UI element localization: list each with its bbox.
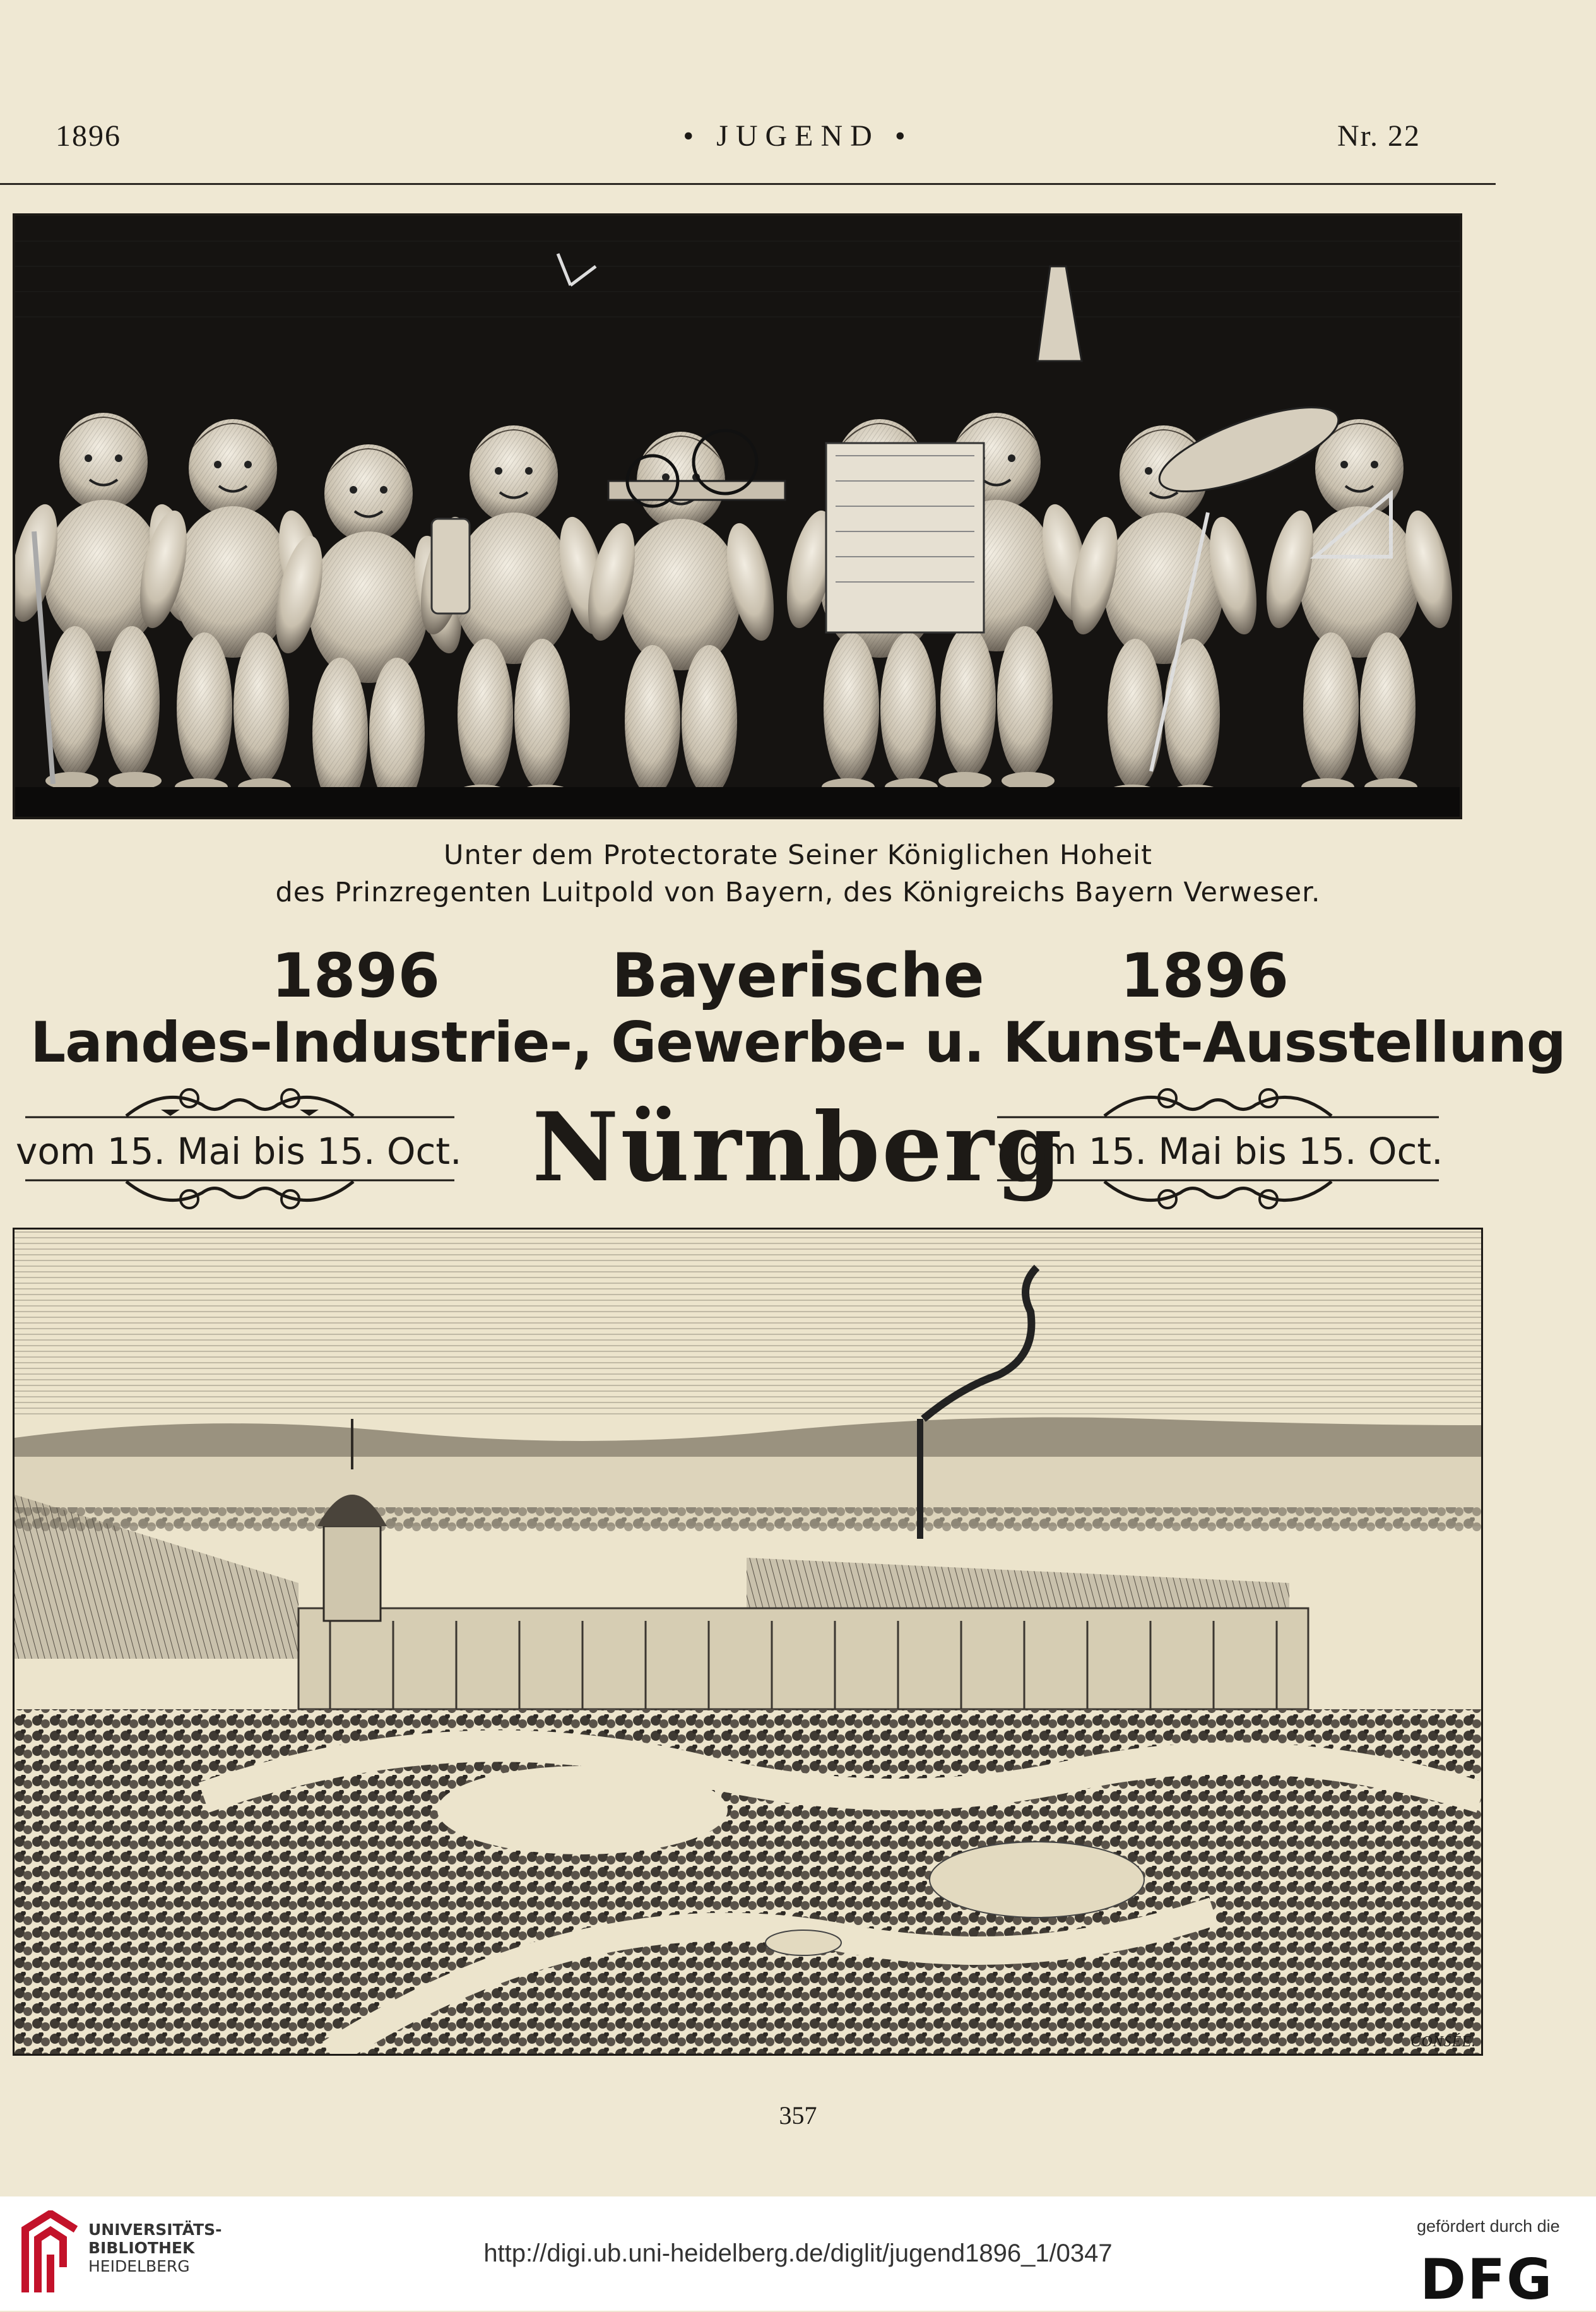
patronage-line-2: des Prinzregenten Luitpold von Bayern, des Königreichs Bayern Verweser.: [275, 877, 1321, 908]
title-line-1: Bayerische: [612, 940, 984, 1011]
dfg-logo: DFG: [1420, 2247, 1554, 2312]
funded-by-label: gefördert durch die: [1417, 2217, 1560, 2236]
year-left: 1896: [271, 940, 440, 1011]
dates-left: vom 15. Mai bis 15. Oct.: [16, 1130, 462, 1173]
exhibition-grounds-illustration: [13, 1228, 1483, 2056]
cherubs-engraving: [15, 216, 1460, 817]
library-line-1: UNIVERSITÄTS-: [88, 2220, 222, 2239]
year-right: 1896: [1120, 940, 1289, 1011]
exhibition-view-engraving: [15, 1230, 1481, 2054]
patronage-line-1: Unter dem Protectorate Seiner Königlichen Hoheit: [444, 839, 1152, 871]
artist-signature: CONSÉE.: [1410, 2034, 1476, 2050]
library-line-3: HEIDELBERG: [88, 2257, 190, 2275]
dates-right: vom 15. Mai bis 15. Oct.: [997, 1130, 1443, 1173]
permalink-url[interactable]: http://digi.ub.uni-heidelberg.de/diglit/jugend1896_1/0347: [483, 2239, 1113, 2267]
library-line-2: BIBLIOTHEK: [88, 2239, 195, 2257]
running-head-journal: • JUGEND •: [683, 119, 913, 153]
running-head-issue: Nr. 22: [1337, 119, 1421, 153]
title-line-2: Landes-Industrie-, Gewerbe- u. Kunst-Ausstellung: [30, 1010, 1566, 1075]
header-rule: [0, 183, 1496, 185]
running-head-year: 1896: [56, 119, 121, 153]
city-name: Nürnberg: [532, 1092, 1064, 1203]
cherubs-illustration: [13, 213, 1462, 819]
page-number: 357: [779, 2101, 817, 2130]
